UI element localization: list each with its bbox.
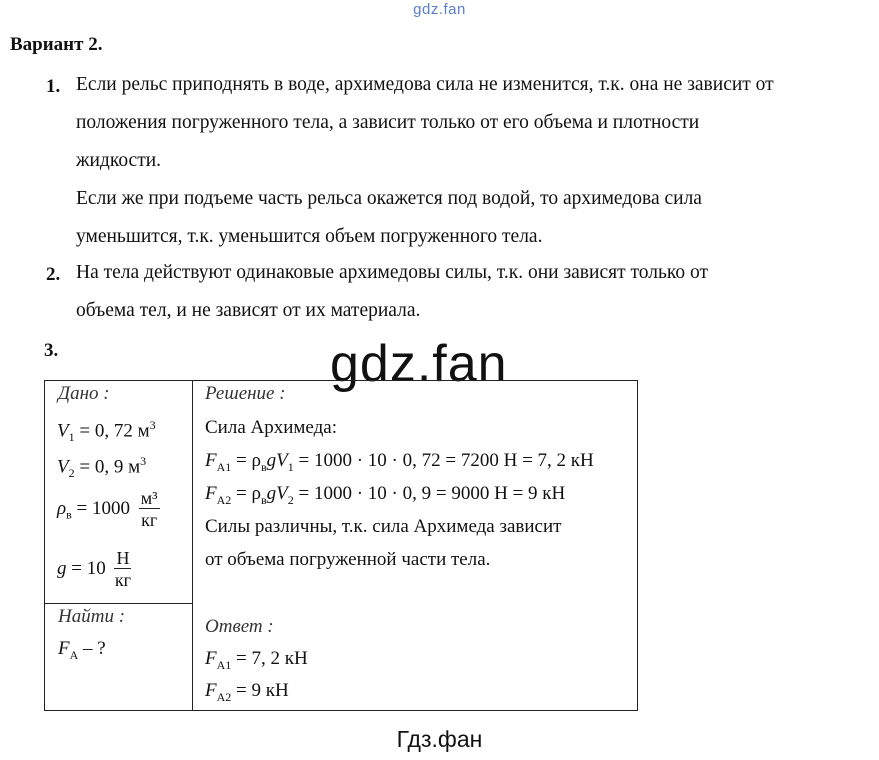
item-1-line-4: Если же при подъеме часть рельса окажется под водой, то архимедова сила	[76, 188, 702, 209]
solution-text-1: Силы различны, т.к. сила Архимеда зависит	[205, 516, 562, 537]
eq2-mid: = ρ	[231, 483, 261, 504]
given-g-unit-fraction	[114, 548, 131, 591]
ans1-value: = 7, 2 кН	[231, 648, 308, 669]
eq1-g-sub: 1	[287, 459, 294, 474]
solution-equation-1	[205, 450, 594, 475]
given-v1-sub: 1	[68, 430, 75, 445]
given-rho-symbol: ρ	[57, 497, 67, 519]
given-v1-symbol: V	[57, 420, 69, 442]
given-v2	[57, 454, 146, 481]
ans2-symbol: F	[205, 680, 217, 701]
eq1-mid: = ρ	[231, 450, 261, 471]
eq2-g-sub: 2	[287, 492, 294, 507]
watermark-top: gdz.fan	[413, 1, 466, 18]
given-rho-unit-fraction	[139, 488, 160, 531]
given-v2-value: = 0, 9 м	[79, 456, 141, 478]
eq2-lhs-sub: A2	[216, 492, 232, 507]
item-2-line-1: На тела действуют одинаковые архимедовы силы, т.к. они зависят только от	[76, 262, 708, 283]
solution-text-2: от объема погруженной части тела.	[205, 549, 491, 570]
given-rho	[57, 488, 160, 531]
given-title: Дано :	[58, 383, 110, 404]
given-rho-unit-num: м³	[140, 488, 158, 508]
eq2-rest: = 1000 · 10 · 0, 9 = 9000 Н = 9 кН	[293, 483, 566, 504]
given-rho-sub: в	[66, 507, 72, 522]
table-divider-horizontal	[44, 603, 192, 604]
solution-equation-2	[205, 483, 565, 508]
eq1-rest: = 1000 · 10 · 0, 72 = 7200 Н = 7, 2 кН	[293, 450, 594, 471]
given-v1-value: = 0, 72 м	[79, 420, 150, 442]
answer-2	[205, 680, 289, 705]
item-1-line-2: положения погруженного тела, а зависит только от его объема и плотности	[76, 112, 700, 133]
given-g-value: = 10	[71, 557, 106, 579]
eq2-lhs-symbol: F	[205, 483, 217, 504]
given-g	[57, 548, 131, 591]
find-value	[58, 638, 106, 663]
given-g-symbol: g	[57, 557, 67, 579]
item-1-line-3: жидкости.	[76, 150, 162, 171]
given-v1	[57, 418, 156, 445]
given-rho-unit-den: кг	[141, 510, 158, 530]
item-1-number: 1.	[46, 76, 61, 97]
item-2-number: 2.	[46, 264, 61, 285]
given-rho-value: = 1000	[76, 497, 131, 519]
given-g-unit-num: Н	[116, 548, 130, 568]
watermark-center: gdz.fan	[330, 335, 508, 393]
given-g-unit-den: кг	[114, 570, 132, 590]
find-rest: – ?	[78, 638, 106, 659]
find-symbol: F	[58, 638, 70, 659]
given-v2-symbol: V	[57, 456, 69, 478]
given-v1-exp: 3	[149, 418, 156, 432]
eq1-lhs-symbol: F	[205, 450, 217, 471]
eq1-mid-sub: в	[260, 459, 267, 474]
ans1-symbol: F	[205, 648, 217, 669]
table-divider-vertical	[192, 380, 193, 711]
item-1-line-5: уменьшится, т.к. уменьшится объем погруженного тела.	[76, 226, 543, 247]
item-3-number: 3.	[44, 340, 59, 361]
eq2-g: gV	[266, 483, 288, 504]
item-1-line-1: Если рельс приподнять в воде, архимедова сила не изменится, т.к. она не зависит от	[76, 74, 774, 95]
ans2-sub: A2	[216, 689, 232, 704]
ans1-sub: A1	[216, 657, 232, 672]
find-title: Найти :	[58, 606, 126, 627]
eq2-mid-sub: в	[260, 492, 267, 507]
item-2-line-2: объема тел, и не зависят от их материала.	[76, 300, 421, 321]
given-v2-exp: 3	[140, 454, 147, 468]
solution-title: Решение :	[205, 383, 286, 404]
watermark-bottom: Гдз.фан	[396, 726, 483, 752]
answer-1	[205, 648, 308, 673]
eq1-g: gV	[266, 450, 288, 471]
find-sub: A	[69, 647, 79, 662]
given-v2-sub: 2	[68, 466, 75, 481]
answer-title: Ответ :	[205, 616, 274, 637]
eq1-lhs-sub: A1	[216, 459, 232, 474]
ans2-value: = 9 кН	[231, 680, 289, 701]
solution-intro: Сила Архимеда:	[205, 417, 337, 438]
section-heading: Вариант 2.	[10, 34, 103, 55]
